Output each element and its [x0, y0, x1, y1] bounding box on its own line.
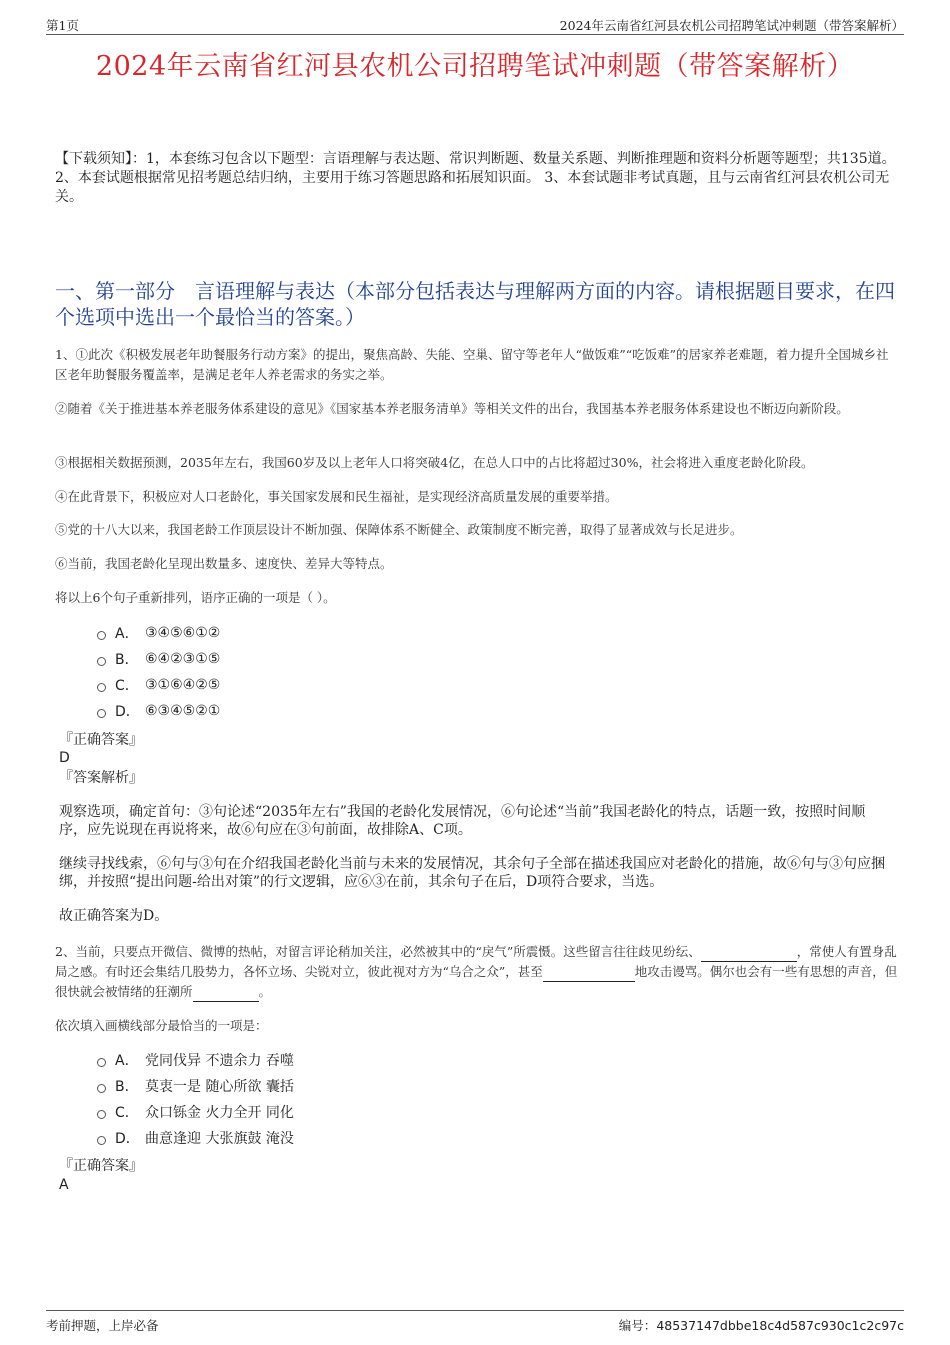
q2-passage: 2、当前，只要点开微信、微博的热帖，对留言评论稍加关注，必然被其中的“戾气”所震慑。这些留言往往歧见纷纭、 ，常使人有置身乱局之感。有时还会集结几股势力，各怀立场、尖锐对立，彼此视对方为“乌合之众”，甚至 地攻击谩骂。偶尔也会有一些有思想的声音，但很快就会被情绪的狂潮所 。 — [55, 942, 900, 1002]
download-notice: 【下载须知】：1，本套练习包含以下题型：言语理解与表达题、常识判断题、数量关系题、判断推理题和资料分析题等题型；共135道。 2、本套试题根据常见招考题总结归纳，主要用于练习答题思路和拓展知识面。 3、本套试题非考试真题，且与云南省红河县农机公司无关。 — [55, 151, 896, 205]
q1-stem: 将以上6个句子重新排列，语序正确的一项是（ ）。 — [55, 590, 336, 605]
q1-option-b[interactable]: B． ⑥④②③①⑤ — [97, 649, 220, 669]
q1-analysis-label: 『答案解析』 — [59, 770, 143, 786]
radio-icon[interactable] — [97, 1136, 106, 1145]
radio-icon[interactable] — [97, 1110, 106, 1119]
radio-icon[interactable] — [97, 1084, 106, 1093]
q1-sentence-1: 1、①此次《积极发展老年助餐服务行动方案》的提出，聚焦高龄、失能、空巢、留守等老年人“做饭难”“吃饭难”的居家养老难题，着力提升全国城乡社区老年助餐服务覆盖率，是满足老年人养老需求的务实之举。 — [55, 347, 889, 382]
q2-option-b[interactable]: B． 莫衷一是 随心所欲 囊括 — [97, 1076, 294, 1096]
q2-option-a[interactable]: A． 党同伐异 不遗余力 吞噬 — [97, 1050, 294, 1070]
blank-2 — [543, 967, 635, 982]
q1-explanation-2: 继续寻找线索，⑥句与③句在介绍我国老龄化当前与未来的发展情况，其余句子全部在描述我国应对老龄化的措施，故⑥句与③句应捆绑，并按照“提出问题-给出对策”的行文逻辑，应⑥③在前，其余句子在后，D项符合要求，当选。 — [59, 856, 885, 890]
q1-explanation-1: 观察选项，确定首句：③句论述“2035年左右”我国的老龄化发展情况，⑥句论述“当前”我国老龄化的特点，话题一致，按照时间顺序，应先说现在再说将来，故⑥句应在③句前面，故排除A、C项。 — [59, 804, 866, 838]
radio-icon[interactable] — [97, 1058, 106, 1067]
q1-sentence-5: ⑤党的十八大以来，我国老龄工作顶层设计不断加强、保障体系不断健全、政策制度不断完善，取得了显著成效与长足进步。 — [55, 522, 743, 537]
radio-icon[interactable] — [97, 709, 106, 718]
radio-icon[interactable] — [97, 657, 106, 666]
q1-answer: D — [59, 750, 70, 766]
page-footer — [46, 1310, 904, 1333]
radio-icon[interactable] — [97, 683, 106, 692]
q2-stem: 依次填入画横线部分最恰当的一项是： — [55, 1018, 268, 1033]
blank-3 — [193, 987, 259, 1002]
q2-option-d[interactable]: D． 曲意逢迎 大张旗鼓 淹没 — [97, 1128, 294, 1148]
document-title: 2024年云南省红河县农机公司招聘笔试冲刺题（带答案解析） — [95, 51, 855, 82]
page-header — [46, 14, 904, 35]
q1-sentence-3: ③根据相关数据预测，2035年左右，我国60岁及以上老年人口将突破4亿，在总人口中的占比将超过30%，社会将进入重度老龄化阶段。 — [55, 455, 814, 470]
q1-option-c[interactable]: C． ③①⑥④②⑤ — [97, 675, 220, 695]
q1-answer-label: 『正确答案』 — [59, 732, 143, 748]
q1-sentence-2: ②随着《关于推进基本养老服务体系建设的意见》《国家基本养老服务清单》等相关文件的出台，我国基本养老服务体系建设也不断迈向新阶段。 — [55, 401, 849, 416]
section-heading: 一、第一部分 言语理解与表达（本部分包括表达与理解两方面的内容。请根据题目要求，在四个选项中选出一个最恰当的答案。） — [55, 279, 895, 329]
page-number: 第1页 — [46, 18, 79, 33]
q2-answer-label: 『正确答案』 — [59, 1158, 143, 1174]
footer-code: 编号：48537147dbbe18c4d587c930c1c2c97c — [618, 1318, 904, 1333]
q2-option-c[interactable]: C． 众口铄金 火力全开 同化 — [97, 1102, 294, 1122]
q1-sentence-4: ④在此背景下，积极应对人口老龄化，事关国家发展和民生福祉，是实现经济高质量发展的重要举措。 — [55, 489, 618, 504]
q1-option-d[interactable]: D． ⑥③④⑤②① — [97, 701, 220, 721]
blank-1 — [701, 947, 797, 962]
header-doc-title: 2024年云南省红河县农机公司招聘笔试冲刺题（带答案解析） — [559, 18, 904, 33]
q1-option-a[interactable]: A． ③④⑤⑥①② — [97, 623, 220, 643]
q1-sentence-6: ⑥当前，我国老龄化呈现出数量多、速度快、差异大等特点。 — [55, 556, 393, 571]
q1-explanation-3: 故正确答案为D。 — [59, 908, 169, 924]
radio-icon[interactable] — [97, 631, 106, 640]
q2-answer: A — [59, 1177, 69, 1193]
footer-slogan: 考前押题，上岸必备 — [46, 1318, 159, 1333]
